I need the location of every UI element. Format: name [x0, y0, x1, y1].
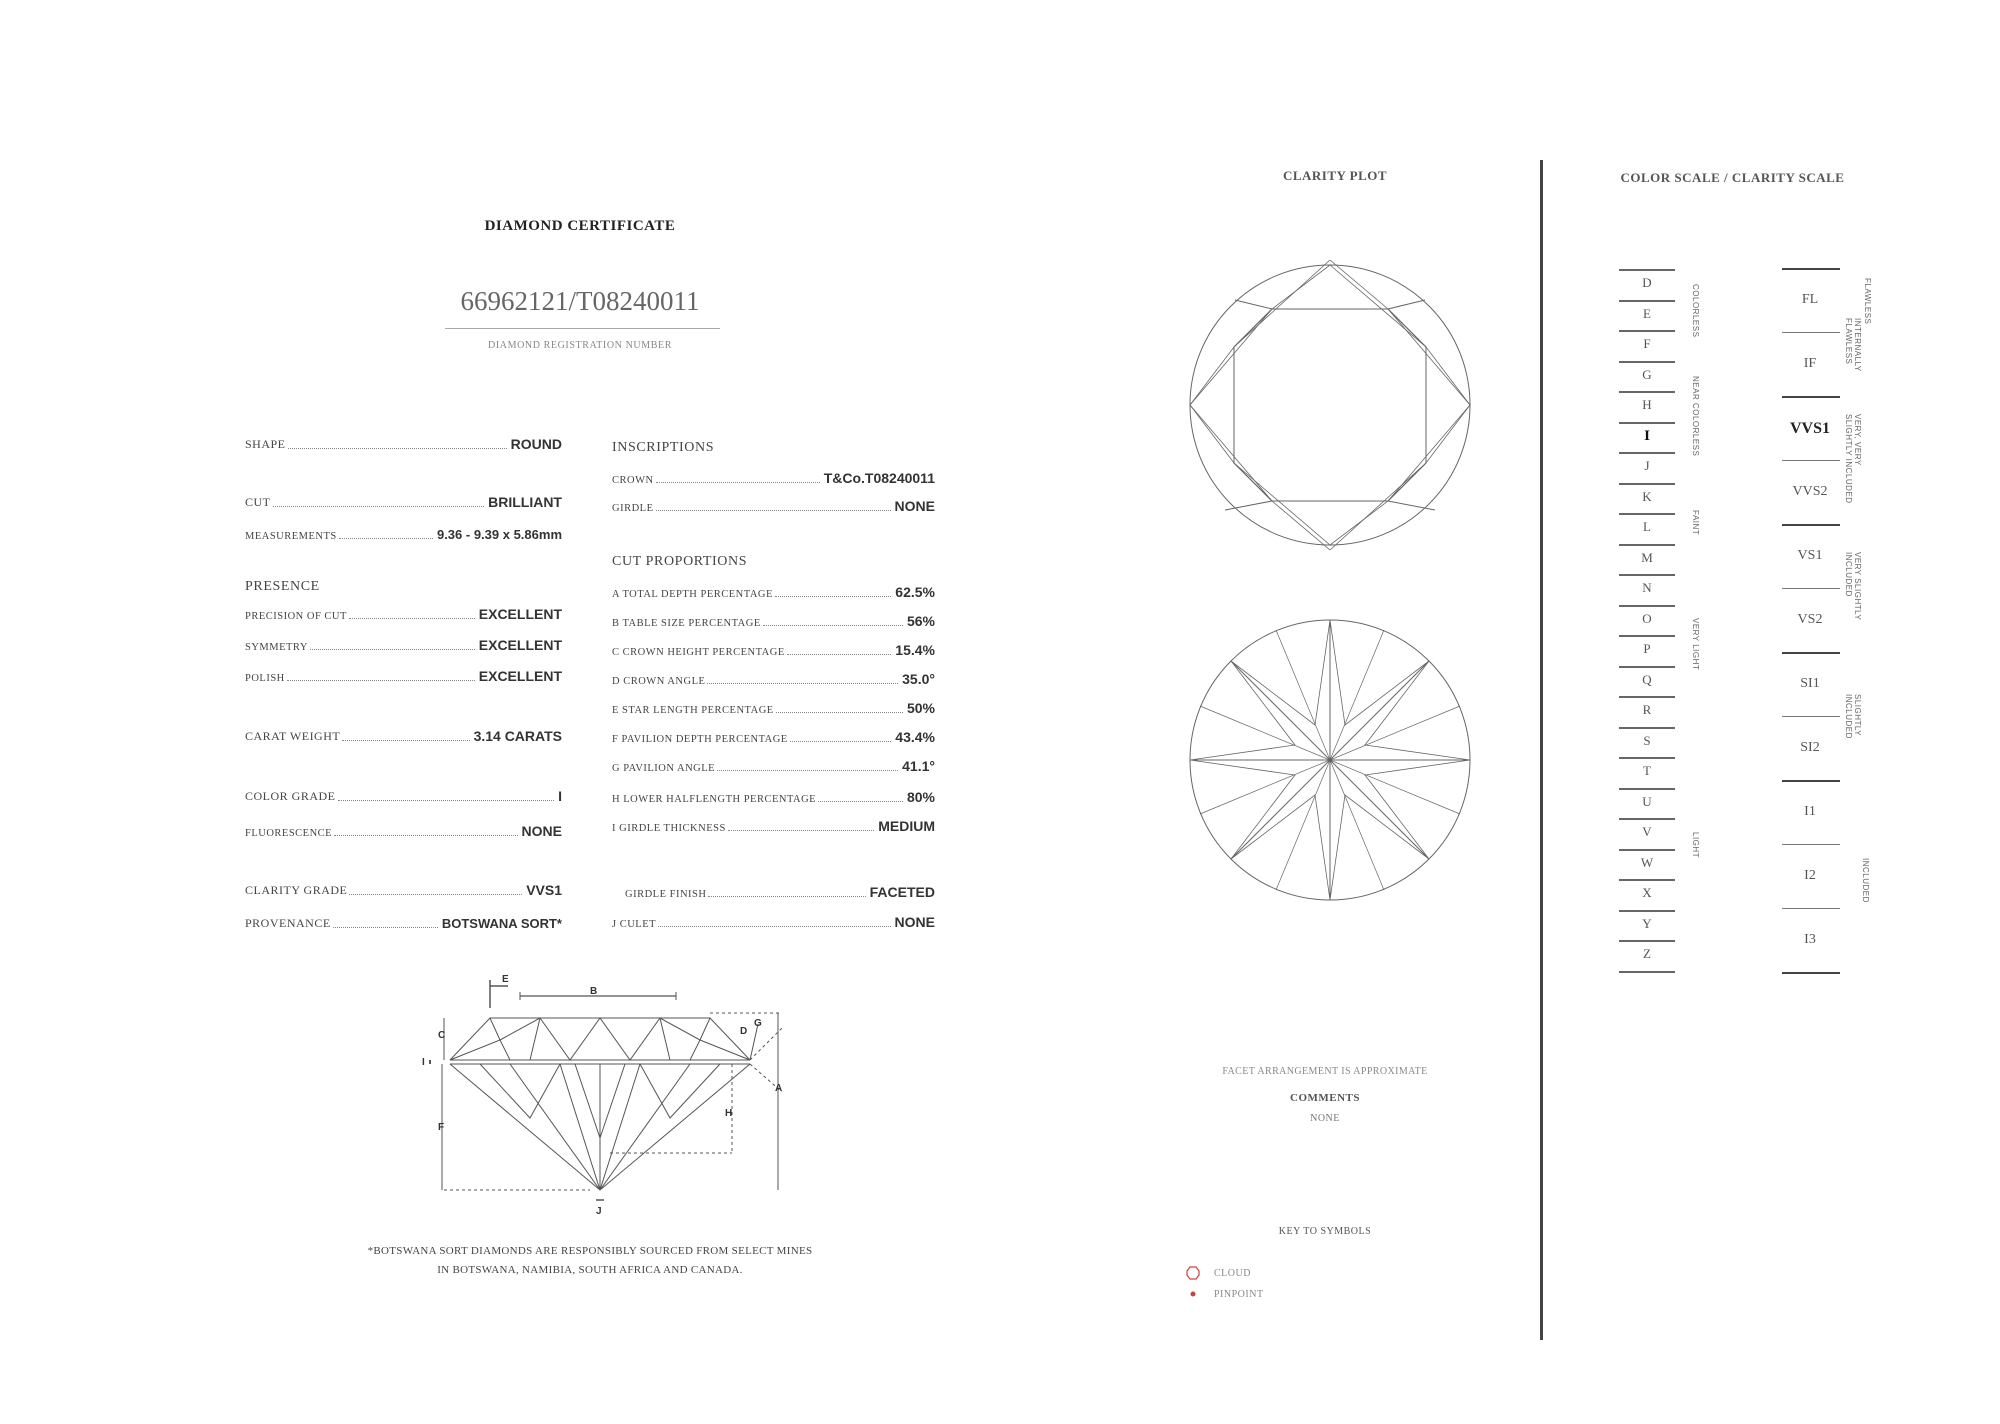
clarity-group-flawless: FLAWLESS	[1863, 278, 1872, 325]
prop-d-row	[612, 671, 935, 687]
color-scale-rule	[1619, 300, 1675, 302]
color-scale-rule	[1619, 940, 1675, 942]
clarity-scale-rule	[1782, 972, 1840, 974]
polish-row	[245, 668, 562, 684]
clarity-scale-rule	[1782, 652, 1840, 654]
prop-c-value: 15.4%	[895, 642, 935, 658]
color-scale-rule	[1619, 666, 1675, 668]
color-group-very-light: VERY LIGHT	[1691, 618, 1700, 671]
color-grade-v: V	[1642, 824, 1652, 839]
precision-row	[245, 606, 562, 622]
prop-g-label: G PAVILION ANGLE	[612, 763, 716, 774]
color-scale-rule	[1619, 788, 1675, 790]
color-scale-rule	[1619, 422, 1675, 424]
color-scale-rule	[1619, 635, 1675, 637]
clarity-scale-rule	[1782, 460, 1840, 461]
color-grade-k: K	[1642, 488, 1652, 504]
shape-row	[245, 436, 562, 452]
prop-c-label: C CROWN HEIGHT PERCENTAGE	[612, 647, 785, 658]
shape-value: ROUND	[510, 436, 562, 452]
scales-title: COLOR SCALE / CLARITY SCALE	[1620, 170, 1845, 185]
clarity-grade-vvs1: VVS1	[1789, 420, 1830, 437]
key-pinpoint-label: PINPOINT	[1214, 1288, 1264, 1300]
carat-row	[245, 728, 562, 744]
crown-value: T&Co.T08240011	[823, 470, 935, 486]
prop-a-label: A TOTAL DEPTH PERCENTAGE	[612, 589, 773, 600]
diagram-label-g: G	[754, 1018, 762, 1029]
prop-a-value: 62.5%	[895, 584, 935, 600]
girdle-finish-row	[625, 884, 935, 900]
culet-row	[612, 914, 935, 930]
color-scale-rule	[1619, 513, 1675, 515]
registration-label: DIAMOND REGISTRATION NUMBER	[488, 340, 672, 351]
prop-b-label: B TABLE SIZE PERCENTAGE	[612, 618, 761, 629]
clarity-grade-si1: SI1	[1800, 676, 1820, 691]
symmetry-label: SYMMETRY	[245, 642, 308, 653]
girdle-value: NONE	[894, 498, 935, 514]
girdle-finish-value: FACETED	[869, 884, 935, 900]
color-scale-rule	[1619, 605, 1675, 607]
prop-f-value: 43.4%	[895, 729, 935, 745]
prop-f-row	[612, 729, 935, 745]
footnote-line-1: *BOTSWANA SORT DIAMONDS ARE RESPONSIBLY SOURCED FROM SELECT MINES	[367, 1245, 813, 1257]
clarity-scale-rule	[1782, 332, 1840, 333]
color-scale-rule	[1619, 269, 1675, 271]
polish-value: EXCELLENT	[478, 668, 562, 684]
diagram-label-e: E	[502, 974, 509, 985]
color-group-light: LIGHT	[1691, 832, 1700, 859]
diagram-label-b: B	[590, 986, 598, 997]
color-scale-rule	[1619, 727, 1675, 729]
color-scale-rule	[1619, 696, 1675, 698]
clarity-scale-rule	[1782, 588, 1840, 589]
diagram-label-h: H	[725, 1108, 733, 1119]
crown-row	[612, 470, 935, 486]
clarity-grade-si2: SI2	[1800, 740, 1820, 755]
color-group-faint: FAINT	[1691, 510, 1700, 536]
color-grade-p: P	[1643, 641, 1651, 656]
comments-value: NONE	[1310, 1113, 1340, 1124]
clarity-group-si: SLIGHTLY INCLUDED	[1844, 694, 1862, 739]
color-group-colorless: COLORLESS	[1691, 284, 1700, 338]
prop-f-label: F PAVILION DEPTH PERCENTAGE	[612, 734, 788, 745]
key-item-pinpoint	[1186, 1287, 1264, 1301]
crown-outline	[450, 1018, 750, 1060]
color-grade-m: M	[1641, 549, 1653, 565]
diagram-label-i: I	[422, 1057, 425, 1068]
clarity-scale-rule	[1782, 268, 1840, 270]
color-grade-value: I	[558, 788, 562, 804]
color-grade-label: COLOR GRADE	[245, 789, 336, 803]
prop-i-row	[612, 818, 935, 834]
color-scale-rule	[1619, 910, 1675, 912]
girdle-row	[612, 498, 935, 514]
color-scale-rule	[1619, 483, 1675, 485]
prop-a-row	[612, 584, 935, 600]
clarity-grade-i3: I3	[1804, 932, 1816, 947]
prop-i-value: MEDIUM	[878, 818, 935, 834]
prop-b-row	[612, 613, 935, 629]
clarity-scale-rule	[1782, 396, 1840, 398]
prop-h-value: 80%	[906, 789, 935, 805]
cloud-symbol-icon	[1186, 1266, 1200, 1280]
color-scale-rule	[1619, 849, 1675, 851]
color-group-near-colorless: NEAR COLORLESS	[1691, 376, 1700, 457]
color-grade-e: E	[1643, 305, 1651, 321]
diagram-label-c: C	[438, 1030, 446, 1041]
registration-number: 66962121/T08240011	[460, 286, 700, 316]
color-grade-f: F	[1643, 336, 1651, 351]
color-grade-i: I	[1644, 427, 1650, 444]
diagram-label-f: F	[438, 1122, 445, 1133]
diagram-label-j: J	[596, 1206, 602, 1217]
cut-row	[245, 494, 562, 510]
proportions-heading: CUT PROPORTIONS	[612, 554, 748, 569]
fluorescence-value: NONE	[521, 823, 562, 839]
provenance-value: BOTSWANA SORT*	[441, 916, 562, 931]
clarity-scale-rule	[1782, 844, 1840, 845]
color-grade-x: X	[1642, 885, 1652, 900]
measurements-label: MEASUREMENTS	[245, 531, 337, 542]
carat-label: CARAT WEIGHT	[245, 729, 341, 743]
color-grade-row	[245, 788, 562, 804]
color-grade-y: Y	[1642, 915, 1652, 931]
color-scale-rule	[1619, 452, 1675, 454]
clarity-grade-i2: I2	[1804, 868, 1816, 883]
registration-rule	[445, 328, 720, 329]
pavilion-view-diagram	[1185, 615, 1475, 905]
color-grade-w: W	[1640, 854, 1654, 870]
clarity-scale-rule	[1782, 524, 1840, 526]
clarity-grade-fl: FL	[1801, 292, 1819, 307]
clarity-group-vs: VERY SLIGHTLY INCLUDED	[1844, 552, 1862, 621]
clarity-group-included: INCLUDED	[1861, 858, 1870, 903]
clarity-grade-vs2: VS2	[1797, 612, 1823, 627]
color-grade-l: L	[1643, 519, 1651, 534]
clarity-grade-if: IF	[1803, 356, 1817, 371]
comments-heading: COMMENTS	[1290, 1092, 1360, 1104]
color-scale-rule	[1619, 391, 1675, 393]
prop-d-label: D CROWN ANGLE	[612, 676, 706, 687]
color-grade-u: U	[1642, 793, 1652, 809]
color-grade-q: Q	[1642, 671, 1652, 687]
crown-label: CROWN	[612, 475, 654, 486]
color-grade-n: N	[1642, 580, 1652, 595]
prop-g-row	[612, 758, 935, 774]
precision-label: PRECISION OF CUT	[245, 611, 347, 622]
color-scale-rule	[1619, 757, 1675, 759]
prop-e-value: 50%	[906, 700, 935, 716]
provenance-row	[245, 916, 562, 931]
clarity-grade-vvs2: VVS2	[1792, 484, 1828, 499]
color-grade-g: G	[1642, 366, 1652, 382]
diagram-label-d: D	[740, 1026, 748, 1037]
crown-view-diagram	[1185, 260, 1475, 550]
prop-h-row	[612, 789, 935, 805]
proportions-diagram	[410, 968, 790, 1218]
color-scale-rule	[1619, 971, 1675, 973]
color-grade-s: S	[1643, 732, 1651, 748]
clarity-scale-rule	[1782, 780, 1840, 782]
presence-heading: PRESENCE	[245, 579, 320, 594]
fluorescence-label: FLUORESCENCE	[245, 828, 333, 839]
measurements-row	[245, 527, 562, 542]
prop-b-value: 56%	[906, 613, 935, 629]
girdle-finish-label: GIRDLE FINISH	[625, 889, 707, 900]
provenance-label: PROVENANCE	[245, 916, 331, 930]
carat-value: 3.14 CARATS	[473, 728, 562, 744]
color-grade-o: O	[1642, 610, 1652, 626]
prop-d-value: 35.0°	[902, 671, 935, 687]
clarity-grade-label: CLARITY GRADE	[245, 883, 348, 897]
measurements-value: 9.36 - 9.39 x 5.86mm	[436, 527, 562, 542]
symmetry-value: EXCELLENT	[478, 637, 562, 653]
key-cloud-label: CLOUD	[1214, 1267, 1251, 1279]
clarity-grade-row	[245, 882, 562, 898]
clarity-grade-vs1: VS1	[1797, 548, 1823, 563]
cut-value: BRILLIANT	[488, 494, 562, 510]
facet-approx-note: FACET ARRANGEMENT IS APPROXIMATE	[1222, 1066, 1428, 1077]
culet-value: NONE	[894, 914, 935, 930]
clarity-grade-i1: I1	[1804, 804, 1816, 819]
clarity-grade-value: VVS1	[526, 882, 562, 898]
inscriptions-heading: INSCRIPTIONS	[612, 440, 715, 455]
section-divider	[1540, 160, 1543, 1340]
polish-label: POLISH	[245, 673, 285, 684]
clarity-scale-rule	[1782, 716, 1840, 717]
color-grade-h: H	[1642, 397, 1652, 412]
color-grade-j: J	[1644, 458, 1650, 473]
cut-label: CUT	[245, 495, 271, 509]
color-grade-z: Z	[1643, 946, 1651, 961]
certificate-title: DIAMOND CERTIFICATE	[484, 218, 676, 234]
pinpoint-symbol-icon	[1186, 1287, 1200, 1301]
color-scale-rule	[1619, 574, 1675, 576]
girdle-label: GIRDLE	[612, 503, 654, 514]
clarity-group-vvs: VERY, VERY SLIGHTLY INCLUDED	[1844, 414, 1862, 504]
clarity-group-if: INTERNALLY FLAWLESS	[1844, 318, 1862, 372]
key-to-symbols-title: KEY TO SYMBOLS	[1278, 1226, 1372, 1237]
provenance-footnote	[300, 1242, 880, 1280]
prop-g-value: 41.1°	[902, 758, 935, 774]
color-scale-rule	[1619, 818, 1675, 820]
color-scale-rule	[1619, 361, 1675, 363]
diagram-label-a: A	[775, 1083, 783, 1094]
prop-e-row	[612, 700, 935, 716]
precision-value: EXCELLENT	[478, 606, 562, 622]
color-grade-d: D	[1642, 275, 1652, 290]
prop-i-label: I GIRDLE THICKNESS	[612, 823, 726, 834]
fluorescence-row	[245, 823, 562, 839]
shape-label: SHAPE	[245, 437, 286, 451]
prop-h-label: H LOWER HALFLENGTH PERCENTAGE	[612, 794, 817, 805]
color-scale-rule	[1619, 879, 1675, 881]
color-scale-rule	[1619, 330, 1675, 332]
key-item-cloud	[1186, 1266, 1251, 1280]
symmetry-row	[245, 637, 562, 653]
prop-c-row	[612, 642, 935, 658]
footnote-line-2: IN BOTSWANA, NAMIBIA, SOUTH AFRICA AND CANADA.	[437, 1264, 743, 1276]
clarity-plot-title: CLARITY PLOT	[1282, 168, 1388, 183]
culet-label: J CULET	[612, 919, 657, 930]
prop-e-label: E STAR LENGTH PERCENTAGE	[612, 705, 774, 716]
color-scale-rule	[1619, 544, 1675, 546]
clarity-scale-rule	[1782, 908, 1840, 909]
color-grade-r: R	[1642, 702, 1652, 717]
color-grade-t: T	[1643, 763, 1651, 778]
